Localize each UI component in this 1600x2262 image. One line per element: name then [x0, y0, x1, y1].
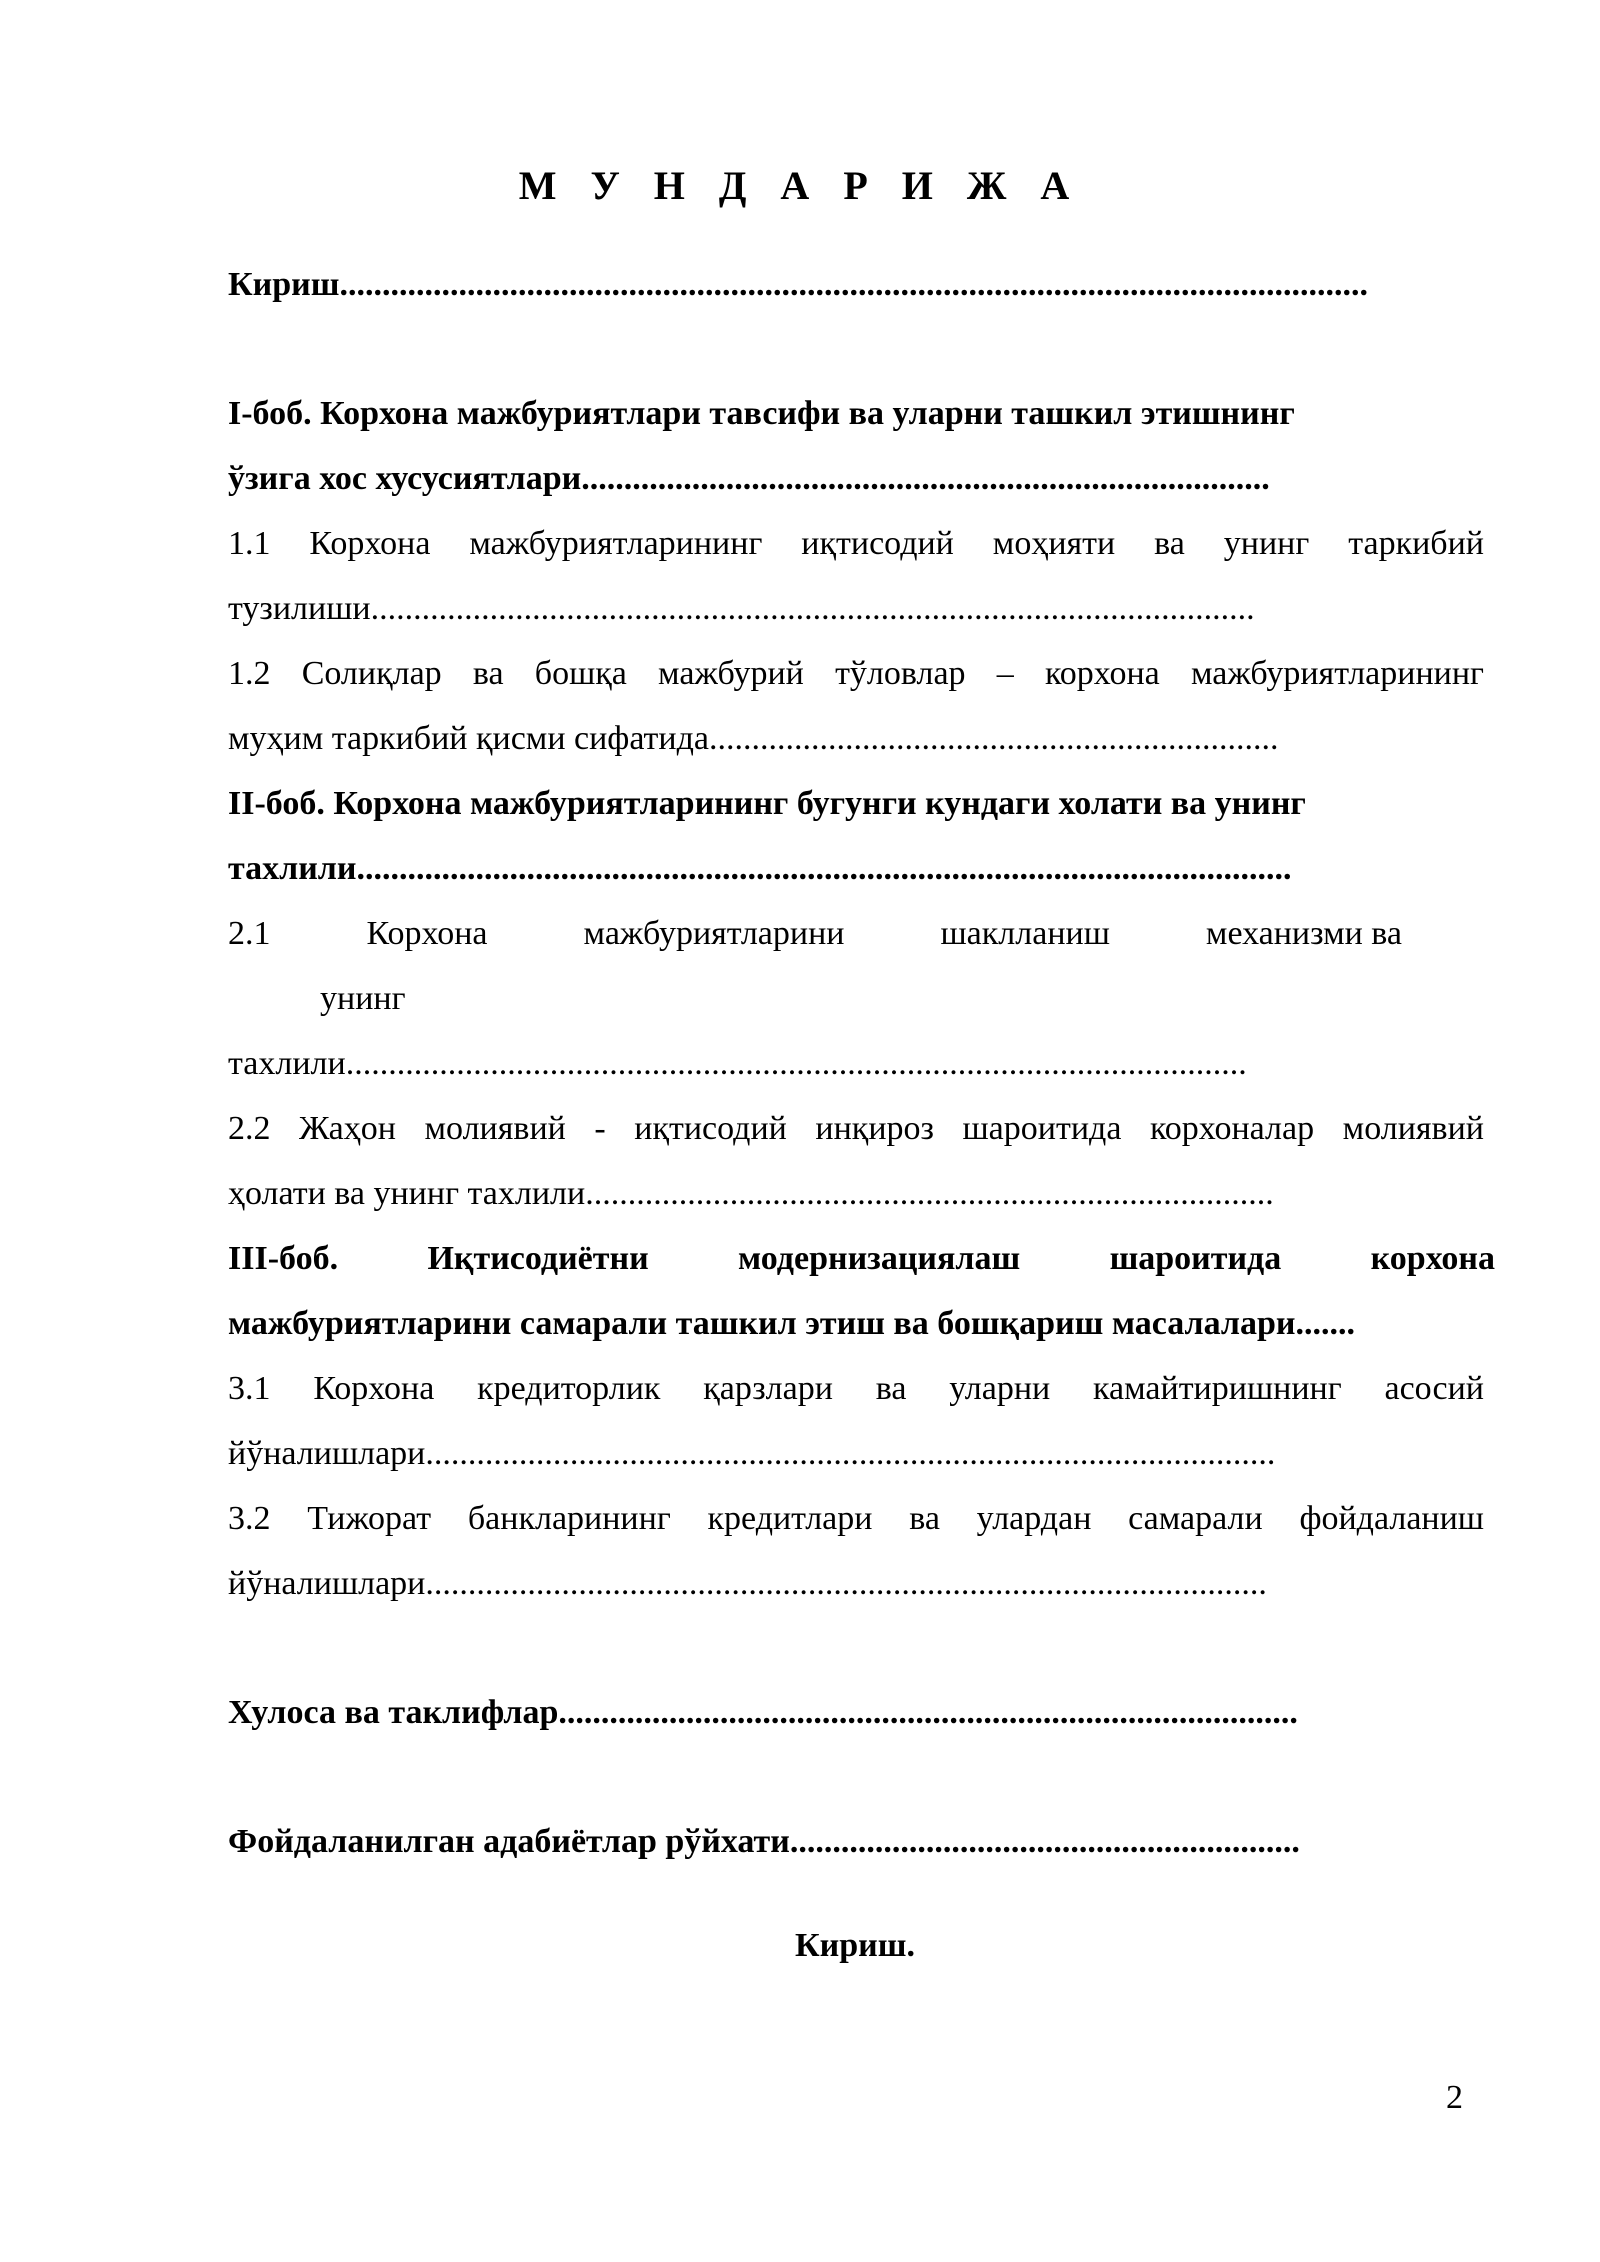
toc-entry-text: II-боб. Корхона мажбуриятларининг бугунги кундаги холати ва унинг [228, 785, 1306, 822]
toc-entry-text: III-боб. Иқтисодиётни модернизациялаш шароитида корхона [228, 1240, 1495, 1277]
section-heading-intro: Кириш. [795, 1927, 915, 1964]
toc-entry-references[interactable] [228, 1809, 1484, 1874]
toc-entry-section-1-1[interactable] [228, 511, 1484, 641]
toc-entry-text: 3.1 Корхона кредиторлик қарзлари ва уларни камайтиришнинг асосий [228, 1370, 1484, 1407]
toc-entry-text: I-боб. Корхона мажбуриятлари тавсифи ва уларни ташкил этишнинг [228, 395, 1295, 432]
page-title: М У Н Д А Р И Ж А [518, 163, 1082, 208]
word: Корхона [366, 915, 488, 952]
toc-entry-text: 1.2 Солиқлар ва бошқа мажбурий тўловлар – корхона мажбуриятларининг [228, 655, 1484, 692]
table-of-contents [228, 252, 1495, 1874]
toc-entry-text: тахлили.......................................................................................................... [228, 1045, 1247, 1082]
toc-entry-text: тузилиши........................................................................................................ [228, 590, 1255, 627]
word: мажбуриятларини [583, 915, 845, 952]
toc-entry-section-2-1[interactable] [228, 901, 1484, 1096]
word: механизми ва [1205, 915, 1402, 952]
toc-entry-text [228, 901, 1484, 966]
toc-entry-text: йўналишлари................................................................................................... [228, 1565, 1267, 1602]
toc-entry-text: тахлили.............................................................................................................. [228, 850, 1292, 887]
toc-entry-text: 3.2 Тижорат банкларининг кредитлари ва улардан самарали фойдаланиш [228, 1500, 1484, 1537]
toc-entry-chapter-3[interactable] [228, 1226, 1495, 1356]
toc-entry-text: 1.1 Корхона мажбуриятларининг иқтисодий моҳияти ва унинг таркибий [228, 525, 1484, 562]
toc-entry-text: йўналишлари.................................................................................................... [228, 1435, 1276, 1472]
toc-entry-text: мажбуриятларини самарали ташкил этиш ва бошқариш масалалари....... [228, 1305, 1355, 1342]
toc-entry-section-3-1[interactable] [228, 1356, 1484, 1486]
toc-entry-section-3-2[interactable] [228, 1486, 1484, 1616]
toc-entry-text: Фойдаланилган адабиётлар рўйхати............................................................ [228, 1823, 1300, 1860]
toc-entry-intro[interactable] [228, 252, 1484, 317]
section-number: 2.1 [228, 915, 271, 952]
toc-entry-text: ҳолати ва унинг тахлили................................................................................. [228, 1175, 1274, 1212]
toc-entry-text: Кириш......................................................................................................................... [228, 266, 1368, 303]
toc-entry-section-2-2[interactable] [228, 1096, 1484, 1226]
toc-entry-text: Хулоса ва таклифлар....................................................................................... [228, 1694, 1298, 1731]
word: шаклланиш [940, 915, 1110, 952]
toc-entry-text: унинг [320, 980, 406, 1017]
toc-entry-text: 2.2 Жаҳон молиявий - иқтисодий инқироз шароитида корхоналар молиявий [228, 1110, 1484, 1147]
toc-entry-chapter-1[interactable] [228, 381, 1484, 511]
toc-entry-chapter-2[interactable] [228, 771, 1484, 901]
toc-entry-text: муҳим таркибий қисми сифатида................................................................... [228, 720, 1279, 757]
toc-entry-section-1-2[interactable] [228, 641, 1484, 771]
toc-entry-conclusion[interactable] [228, 1680, 1484, 1745]
toc-entry-text: ўзига хос хусусиятлари................................................................................. [228, 460, 1270, 497]
page-number: 2 [1446, 2079, 1463, 2116]
